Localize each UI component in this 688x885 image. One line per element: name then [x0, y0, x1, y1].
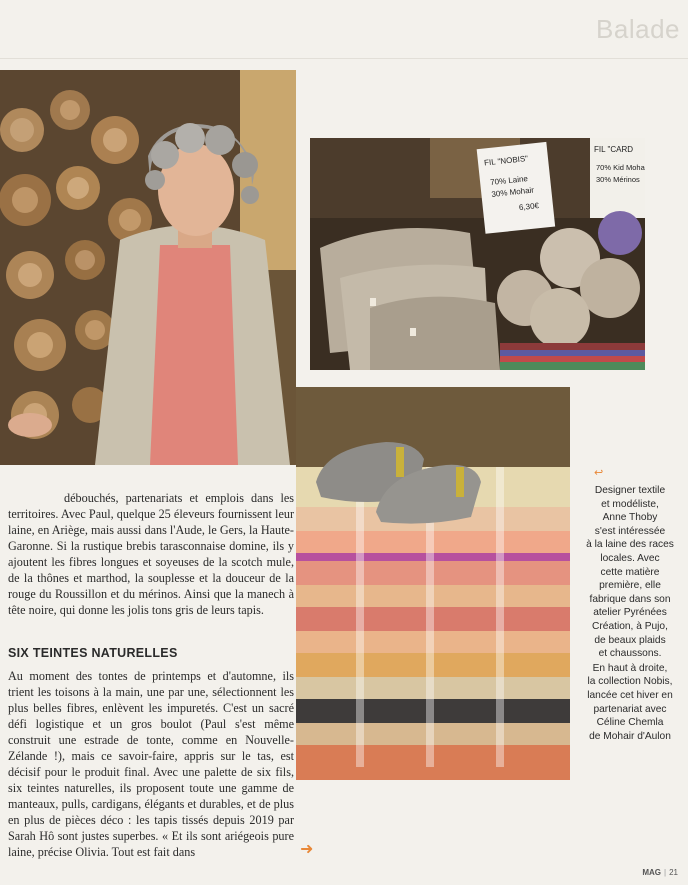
magazine-label: MAG	[642, 868, 662, 877]
article-paragraph-2: Au moment des tontes de printemps et d'automne, ils trient les toisons à la main, une par une, sélectionnent les plus belles fibres, enlèvent les impuretés. C'est un sacré défi logistique et un gros boulot (Paul s'est même construit une estrade de tonte, comme en Nouvelle-Zélande !), mais ce savoir-faire, appris sur le tas, est décisif pour le produit final. Avec une palette de six fils, six teintes naturelles, ils proposent toute une gamme de manteaux, pulls, cardigans, élégants et durables, et de plus en plus de pièces déco : les tapis tissés depuis 2019 par Sarah Hô sont justes superbes. « Et ils sont ariégeois pure laine, précise Olivia. Tout est fait dans	[8, 669, 294, 859]
caption-block-1	[578, 484, 682, 661]
section-rubric: Balade	[596, 14, 680, 44]
caption-line: atelier Pyrénées	[593, 607, 667, 619]
caption-line: cette matière	[600, 566, 660, 578]
caption-line: à la laine des races	[586, 539, 674, 551]
caption-block-2	[578, 662, 682, 744]
sign2-line2: 70% Kid Moha	[596, 163, 645, 172]
page-folio	[642, 868, 678, 877]
blankets-slippers-photo	[296, 387, 570, 780]
page-number: 21	[669, 868, 678, 877]
caption-line: Anne Thoby	[602, 512, 658, 524]
sign1-line2: 70% Laine	[489, 174, 529, 187]
caption-line: fabrique dans son	[589, 593, 671, 605]
folio-divider: |	[664, 868, 667, 877]
caption-line: Céline Chemla	[596, 717, 664, 729]
portrait-photo	[0, 70, 296, 465]
caption-line: s'est intéressée	[594, 525, 666, 537]
caption-line: la collection Nobis,	[587, 676, 673, 688]
caption-line: lancée cet hiver en	[587, 689, 673, 701]
sign1-line1: FIL "NOBIS"	[483, 153, 529, 168]
sign2-line1: FIL "CARD	[594, 145, 633, 154]
caption-line: de beaux plaids	[594, 634, 666, 646]
caption-line: En haut à droite,	[592, 662, 668, 674]
caption-line: et chaussons.	[598, 648, 662, 660]
caption-line: Designer textile	[594, 485, 666, 496]
caption-arrow-icon: ↩	[594, 467, 604, 479]
portrait-illustration	[0, 70, 296, 465]
caption-line: première, elle	[599, 580, 661, 592]
sign2-line3: 30% Mérinos	[596, 175, 640, 184]
section-heading: SIX TEINTES NATURELLES	[8, 646, 178, 660]
photo-caption	[578, 484, 682, 744]
sign1-line3: 30% Mohair	[490, 185, 535, 199]
sign1-price: 6,30€	[518, 201, 540, 213]
caption-line: partenariat avec	[593, 703, 667, 715]
continue-arrow-icon: ➜	[300, 841, 314, 858]
caption-line: locales. Avec	[600, 552, 660, 564]
knitwear-yarn-photo	[310, 138, 645, 370]
knitwear-illustration	[310, 138, 645, 370]
header-rule	[0, 58, 688, 59]
caption-line: de Mohair d'Aulon	[589, 730, 671, 742]
caption-line: Création, à Pujo,	[592, 620, 668, 632]
caption-line: et modéliste,	[601, 498, 659, 510]
article-paragraph-1: débouchés, partenariats et emplois dans les territoires. Avec Paul, quelque 25 éleveurs fournissent leur laine, en Ariège, mais aussi dans l'Aude, le Gers, la Haute-Garonne. Si la rustique brebis tarasconnaise domine, ils y ajoutent les fibres longues et soyeuses de la scotch mule, de la thônes et marthod, la souplesse et la douceur de la rouge du Roussillon et du mérinos. Ainsi que la manech à tête noire, qui donne les jolis tons gris de leurs tapis.	[8, 491, 294, 617]
blankets-illustration	[296, 387, 570, 780]
